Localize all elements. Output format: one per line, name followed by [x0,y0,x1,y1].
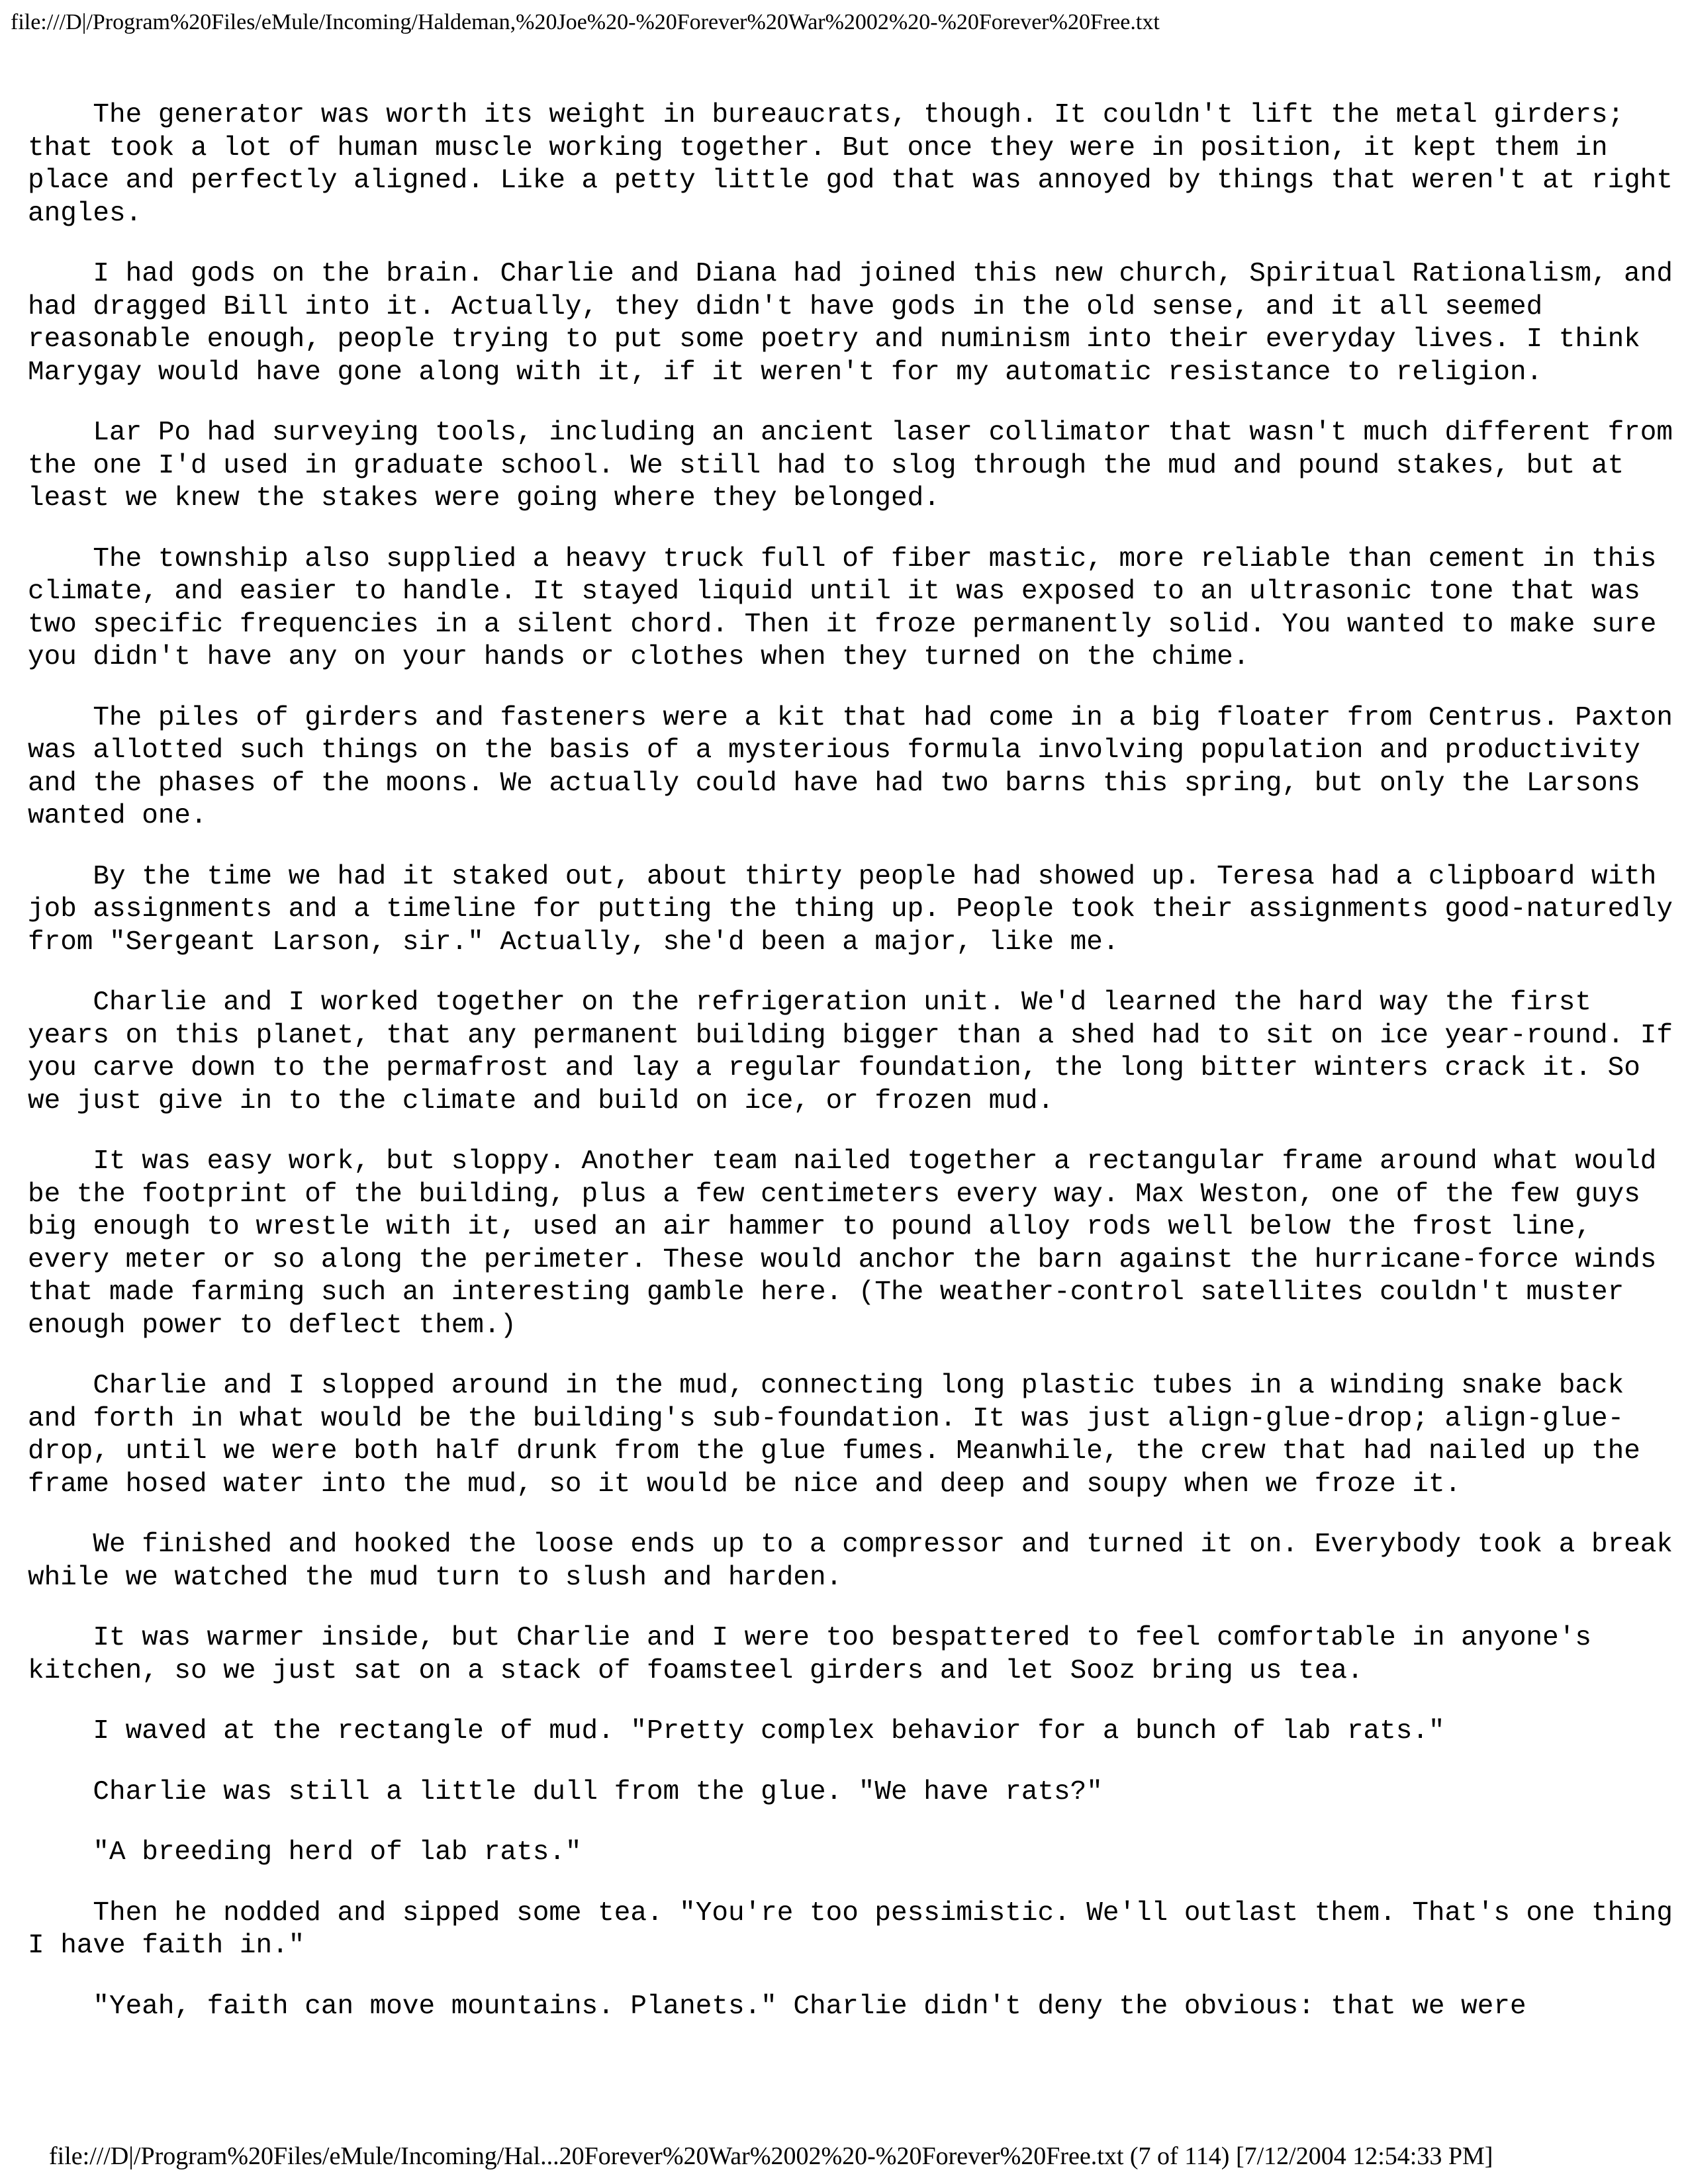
paragraph: Charlie and I slopped around in the mud, connecting long plastic tubes in a winding snake back and forth in what would be the building's sub-foundation. It was just align-glue-drop; align-glue-drop, until we were both half drunk from the glue fumes. Meanwhile, the crew that had nailed up the frame hosed water into the mud, so it would be nice and deep and soupy when we froze it. [28,1371,1640,1500]
paragraph: Then he nodded and sipped some tea. "You're too pessimistic. We'll outlast them. That's one thing I have faith in." [28,1897,1673,1961]
paragraph: Charlie and I worked together on the refrigeration unit. We'd learned the hard way the first years on this planet, that any permanent building bigger than a shed had to sit on ice year-round. If you carve down to the permafrost and lay a regular foundation, the long bitter winters crack it. So we just give in to the climate and build on ice, or frozen mud. [28,987,1673,1116]
paragraph: "Yeah, faith can move mountains. Planets." Charlie didn't deny the obvious: that we were [93,1991,1526,2022]
paragraph: Charlie was still a little dull from the glue. "We have rats?" [93,1776,1103,1807]
paragraph: We finished and hooked the loose ends up to a compressor and turned it on. Everybody took a break while we watched the mud turn to slush and harden. [28,1529,1673,1593]
paragraph: I had gods on the brain. Charlie and Diana had joined this new church, Spiritual Rationalism, and had dragged Bill into it. Actually, they didn't have gods in the old sense, and it all seemed reasonable enough, people trying to put some poetry and numinism into their everyday lives. I think Marygay would have gone along with it, if it weren't for my automatic resistance to religion. [28,259,1673,388]
document-body [28,99,1676,2051]
page-footer-url: file:///D|/Program%20Files/eMule/Incoming/Hal...20Forever%20War%2002%20-%20Forever%20Free.txt (7 of 114) [7/12/2004 12:54:33 PM] [49,2142,1493,2170]
paragraph: It was easy work, but sloppy. Another team nailed together a rectangular frame around what would be the footprint of the building, plus a few centimeters every way. Max Weston, one of the few guys big enough to wrestle with it, used an air hammer to pound alloy rods well below the frost line, every meter or so along the perimeter. These would anchor the barn against the hurricane-force winds that made farming such an interesting gamble here. (The weather-control satellites couldn't muster enough power to deflect them.) [28,1146,1657,1341]
page-header-url: file:///D|/Program%20Files/eMule/Incoming/Haldeman,%20Joe%20-%20Forever%20War%2002%20-%20Forever%20Free.txt [11,10,1160,34]
paragraph: It was warmer inside, but Charlie and I were too bespattered to feel comfortable in anyone's kitchen, so we just sat on a stack of foamsteel girders and let Sooz bring us tea. [28,1623,1591,1686]
paragraph: Lar Po had surveying tools, including an ancient laser collimator that wasn't much different from the one I'd used in graduate school. We still had to slog through the mud and pound stakes, but at least we knew the stakes were going where they belonged. [28,418,1673,514]
paragraph: The generator was worth its weight in bureaucrats, though. It couldn't lift the metal girders; that took a lot of human muscle working together. But once they were in position, it kept them in place and perfectly aligned. Like a petty little god that was annoyed by things that weren't at right angles. [28,100,1673,229]
paragraph: I waved at the rectangle of mud. "Pretty complex behavior for a bunch of lab rats." [93,1716,1445,1747]
paragraph: The township also supplied a heavy truck full of fiber mastic, more reliable than cement in this climate, and easier to handle. It stayed liquid until it was exposed to an ultrasonic tone that was two specific frequencies in a silent chord. Then it froze permanently solid. You wanted to make sure you didn't have any on your hands or clothes when they turned on the chime. [28,543,1657,672]
paragraph: "A breeding herd of lab rats." [93,1837,582,1868]
paragraph: By the time we had it staked out, about thirty people had showed up. Teresa had a clipboard with job assignments and a timeline for putting the thing up. People took their assignments good-naturedly from "Sergeant Larson, sir." Actually, she'd been a major, like me. [28,861,1673,958]
paragraph: The piles of girders and fasteners were a kit that had come in a big floater from Centrus. Paxton was allotted such things on the basis of a mysterious formula involving population and productivity and the phases of the moons. We actually could have had two barns this spring, but only the Larsons wanted one. [28,702,1673,831]
